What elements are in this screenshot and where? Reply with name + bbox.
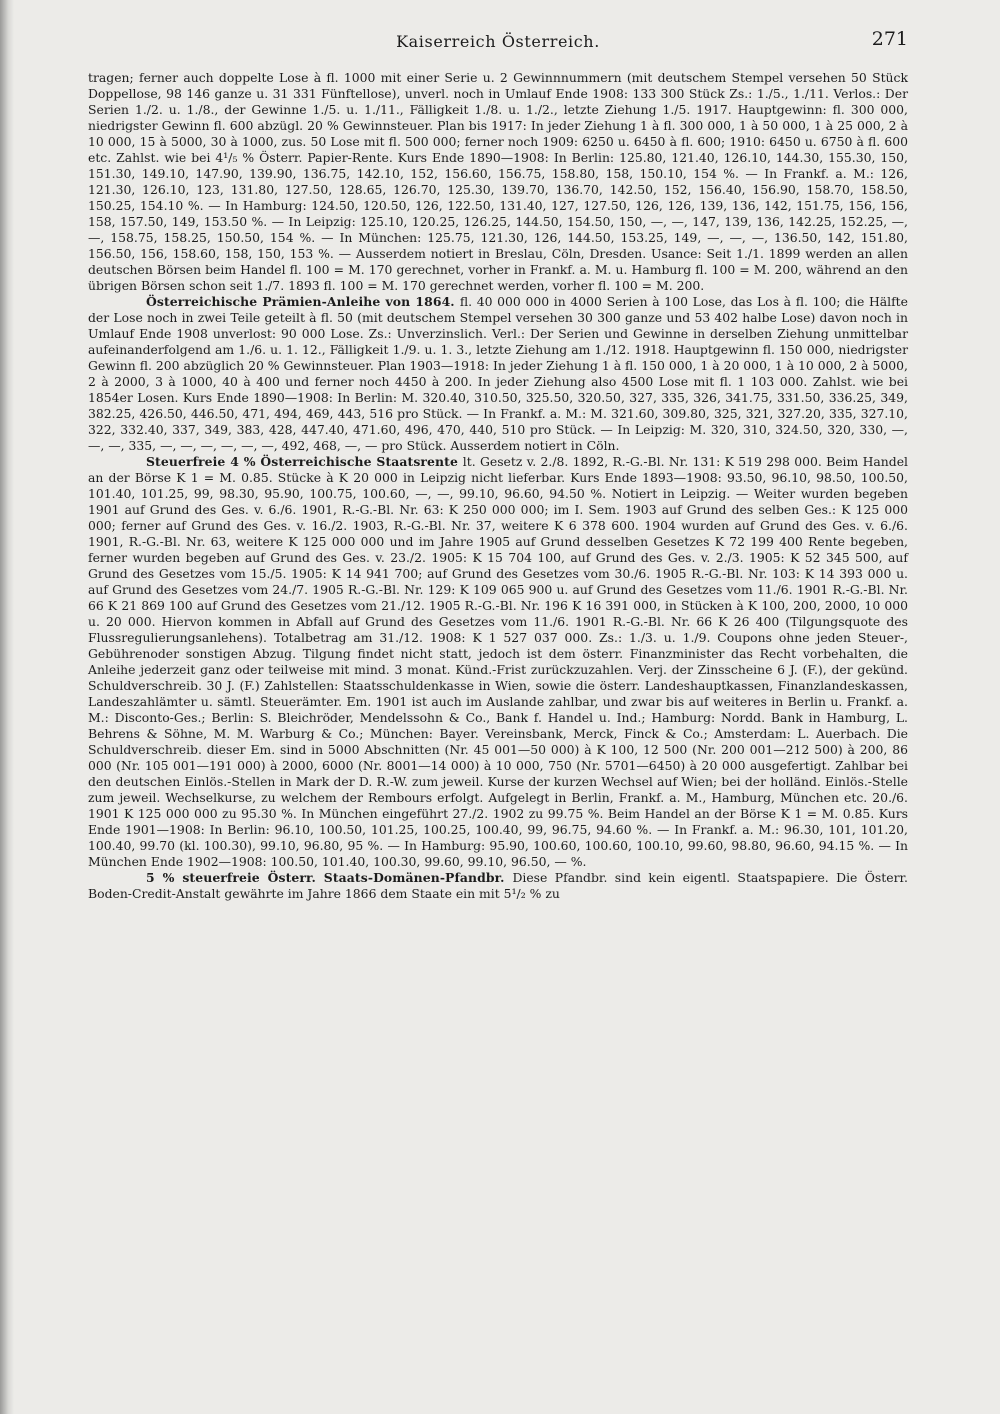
- paragraph-text: lt. Gesetz v. 2./8. 1892, R.-G.-Bl. Nr. 131: K 519 298 000. Beim Handel an der Börse K 1 = M. 0.85. Stücke à K 20 000 in Leipzig nicht lieferbar. Kurs Ende 1893—1908: 93.50, 96.10, 98.50, 100.50, 101.40, 101.25, 99, 98.30, 95.90, 100.75, 100.60, —, —, 99.10, 96.60, 94.50 %. Notiert in Leipzig. — Weiter wurden begeben 1901 auf Grund des Ges. v. 6./6. 1901, R.-G.-Bl. Nr. 63: K 250 000 000; im I. Sem. 1903 auf Grund des selben Ges.: K 125 000 000; ferner auf Grund des Ges. v. 16./2. 1903, R.-G.-Bl. Nr. 37, weitere K 6 378 600. 1904 wurden auf Grund des Ges. v. 6./6. 1901, R.-G.-Bl. Nr. 63, weitere K 125 000 000 und im Jahre 1905 auf Grund desselben Gesetzes K 72 199 400 Rente begeben, ferner wurden begeben auf Grund des Ges. v. 23./2. 1905: K 15 704 100, auf Grund des Ges. v. 2./3. 1905: K 52 345 500, auf Grund des Gesetzes vom 15./5. 1905: K 14 941 700; auf Grund des Gesetzes vom 30./6. 1905 R.-G.-Bl. Nr. 103: K 14 393 000 u. auf Grund des Gesetzes vom 24./7. 1905 R.-G.-Bl. Nr. 129: K 109 065 900 u. auf Grund des Gesetzes vom 11./6. 1901 R.-G.-Bl. Nr. 66 K 21 869 100 auf Grund des Gesetzes vom 21./12. 1905 R.-G.-Bl. Nr. 196 K 16 391 000, in Stücken à K 100, 200, 2000, 10 000 u. 20 000. Hiervon kommen in Abfall auf Grund des Gesetzes vom 11./6. 1901 R.-G.-Bl. Nr. 66 K 26 400 (Tilgungsquote des Flussregulierungsanlehens). Totalbetrag am 31./12. 1908: K 1 527 037 000. Zs.: 1./3. u. 1./9. Coupons ohne jeden Steuer-, Gebührenoder sonstigen Abzug. Tilgung findet nicht statt, jedoch ist dem österr. Finanzminister das Recht vorbehalten, die Anleihe jederzeit ganz oder teilweise mit mind. 3 monat. Künd.-Frist zurückzuzahlen. Verj. der Zinsscheine 6 J. (F.), der gekünd. Schuldverschreib. 30 J. (F.) Zahlstellen: Staatsschuldenkasse in Wien, sowie die österr. Landeshauptkassen, Finanzlandeskassen, Landeszahlämter u. sämtl. Steuerämter. Em. 1901 ist auch im Auslande zahlbar, und zwar bis auf weiteres in Berlin u. Frankf. a. M.: Disconto-Ges.; Berlin: S. Bleichröder, Mendelssohn & Co., Bank f. Handel u. Ind.; Hamburg: Nordd. Bank in Hamburg, L. Behrens & Söhne, M. M. Warburg & Co.; München: Bayer. Vereinsbank, Merck, Finck & Co.; Amsterdam: L. Auerbach. Die Schuldverschreib. dieser Em. sind in 5000 Abschnitten (Nr. 45 001—50 000) à K 100, 12 500 (Nr. 200 001—212 500) à 200, 86 000 (Nr. 105 001—191 000) à 2000, 6000 (Nr. 8001—14 000) à 10 000, 750 (Nr. 5701—6450) à 20 000 ausgefertigt. Zahlbar bei den deutschen Einlös.-Stellen in Mark der D. R.-W. zum jeweil. Kurse der kurzen Wechsel auf Wien; bei der holländ. Einlös.-Stelle zum jeweil. Wechselkurse, zu welchem der Rembours erfolgt. Aufgelegt in Berlin, Frankf. a. M., Hamburg, München etc. 20./6. 1901 K 125 000 000 zu 95.30 %. In München eingeführt 27./2. 1902 zu 99.75 %. Beim Handel an der Börse K 1 = M. 0.85. Kurs Ende 1901—1908: In Berlin: 96.10, 100.50, 101.25, 100.25, 100.40, 99, 96.75, 94.60 %. — In Frankf. a. M.: 96.30, 101, 101.20, 100.40, 99.70 (kl. 100.30), 99.10, 96.80, 95 %. — In Hamburg: 95.90, 100.60, 100.60, 100.10, 99.60, 98.80, 96.60, 94.15 %. — In München Ende 1902—1908: 100.50, 101.40, 100.30, 99.60, 99.10, 96.50, — %.: [88, 454, 908, 869]
- paragraph-text: Diese Pfandbr. sind kein eigentl. Staatspapiere. Die Österr. Boden-Credit-Anstalt gewährte im Jahre 1866 dem Staate ein mit 5¹/₂ % zu: [88, 870, 909, 901]
- paragraph-praemien-anleihe-1864: [88, 294, 908, 454]
- paragraph-continued: [88, 70, 908, 294]
- paragraph-domaenen-pfandbriefe: [88, 870, 908, 902]
- section-heading: Steuerfreie 4 % Österreichische Staatsrente: [146, 454, 463, 469]
- paragraph-text: fl. 40 000 000 in 4000 Serien à 100 Lose, das Los à fl. 100; die Hälfte der Lose noch in zwei Teile geteilt à fl. 50 (mit deutschem Stempel versehen 30 300 ganze und 53 402 halbe Lose) davon noch in Umlauf Ende 1908 unverlost: 90 000 Lose. Zs.: Unverzinslich. Verl.: Der Serien und Gewinne in derselben Ziehung unmittelbar aufeinanderfolgend am 1./6. u. 1. 12., Fälligkeit 1./9. u. 1. 3., letzte Ziehung am 1./12. 1918. Hauptgewinn fl. 150 000, niedrigster Gewinn fl. 200 abzüglich 20 % Gewinnsteuer. Plan 1903—1918: In jeder Ziehung 1 à fl. 150 000, 1 à 20 000, 1 à 10 000, 2 à 5000, 2 à 2000, 3 à 1000, 40 à 400 und ferner noch 4450 à 200. In jeder Ziehung also 4500 Lose mit fl. 1 103 000. Zahlst. wie bei 1854er Losen. Kurs Ende 1890—1908: In Berlin: M. 320.40, 310.50, 325.50, 320.50, 327, 335, 326, 341.75, 331.50, 336.25, 349, 382.25, 426.50, 446.50, 471, 494, 469, 443, 516 pro Stück. — In Frankf. a. M.: M. 321.60, 309.80, 325, 321, 327.20, 335, 327.10, 322, 332.40, 337, 349, 383, 428, 447.40, 471.60, 496, 470, 440, 510 pro Stück. — In Leipzig: M. 320, 310, 324.50, 320, 330, —, —, —, 335, —, —, —, —, —, —, 492, 468, —, — pro Stück. Ausserdem notiert in Cöln.: [88, 294, 908, 453]
- paragraph-text: tragen; ferner auch doppelte Lose à fl. 1000 mit einer Serie u. 2 Gewinnnummern (mit deutschem Stempel versehen 50 Stück Doppellose, 98 146 ganze u. 31 331 Fünftellose), unverl. noch in Umlauf Ende 1908: 133 300 Stück Zs.: 1./5., 1./11. Verlos.: Der Serien 1./2. u. 1./8., der Gewinne 1./5. u. 1./11., Fälligkeit 1./8. u. 1./2., letzte Ziehung 1./5. 1917. Hauptgewinn: fl. 300 000, niedrigster Gewinn fl. 600 abzügl. 20 % Gewinnsteuer. Plan bis 1917: In jeder Ziehung 1 à fl. 300 000, 1 à 50 000, 1 à 25 000, 2 à 10 000, 15 à 5000, 30 à 1000, zus. 50 Lose mit fl. 500 000; ferner noch 1909: 6250 u. 6450 à fl. 600; 1910: 6450 u. 6750 à fl. 600 etc. Zahlst. wie bei 4¹/₅ % Österr. Papier-Rente. Kurs Ende 1890—1908: In Berlin: 125.80, 121.40, 126.10, 144.30, 155.30, 150, 151.30, 149.10, 147.90, 139.90, 136.75, 142.10, 152, 156.60, 156.75, 158.80, 158, 150.10, 154 %. — In Frankf. a. M.: 126, 121.30, 126.10, 123, 131.80, 127.50, 128.65, 126.70, 125.30, 139.70, 136.70, 142.50, 152, 156.40, 156.90, 158.70, 158.50, 150.25, 154.10 %. — In Hamburg: 124.50, 120.50, 126, 122.50, 131.40, 127, 127.50, 126, 126, 139, 136, 142, 151.75, 156, 156, 158, 157.50, 149, 153.50 %. — In Leipzig: 125.10, 120.25, 126.25, 144.50, 154.50, 150, —, —, 147, 139, 136, 142.25, 152.25, —, —, 158.75, 158.25, 150.50, 154 %. — In München: 125.75, 121.30, 126, 144.50, 153.25, 149, —, —, —, 136.50, 142, 151.80, 156.50, 156, 158.60, 158, 150, 153 %. — Ausserdem notiert in Breslau, Cöln, Dresden. Usance: Seit 1./1. 1899 werden an allen deutschen Börsen beim Handel fl. 100 = M. 170 gerechnet, vorher in Frankf. a. M. u. Hamburg fl. 100 = M. 200, während an den übrigen Börsen schon seit 1./7. 1893 fl. 100 = M. 170 gerechnet werden, vorher fl. 100 = M. 200.: [88, 70, 908, 293]
- running-title: Kaiserreich Österreich.: [396, 32, 600, 51]
- scan-edge-shadow: [0, 0, 14, 1414]
- page-header: [88, 28, 908, 58]
- page-number: 271: [871, 28, 908, 50]
- section-heading: Österreichische Prämien-Anleihe von 1864.: [146, 294, 460, 309]
- paragraph-staatsrente: [88, 454, 908, 870]
- body-text: [88, 70, 908, 902]
- section-heading: 5 % steuerfreie Österr. Staats-Domänen-Pfandbr.: [146, 870, 513, 885]
